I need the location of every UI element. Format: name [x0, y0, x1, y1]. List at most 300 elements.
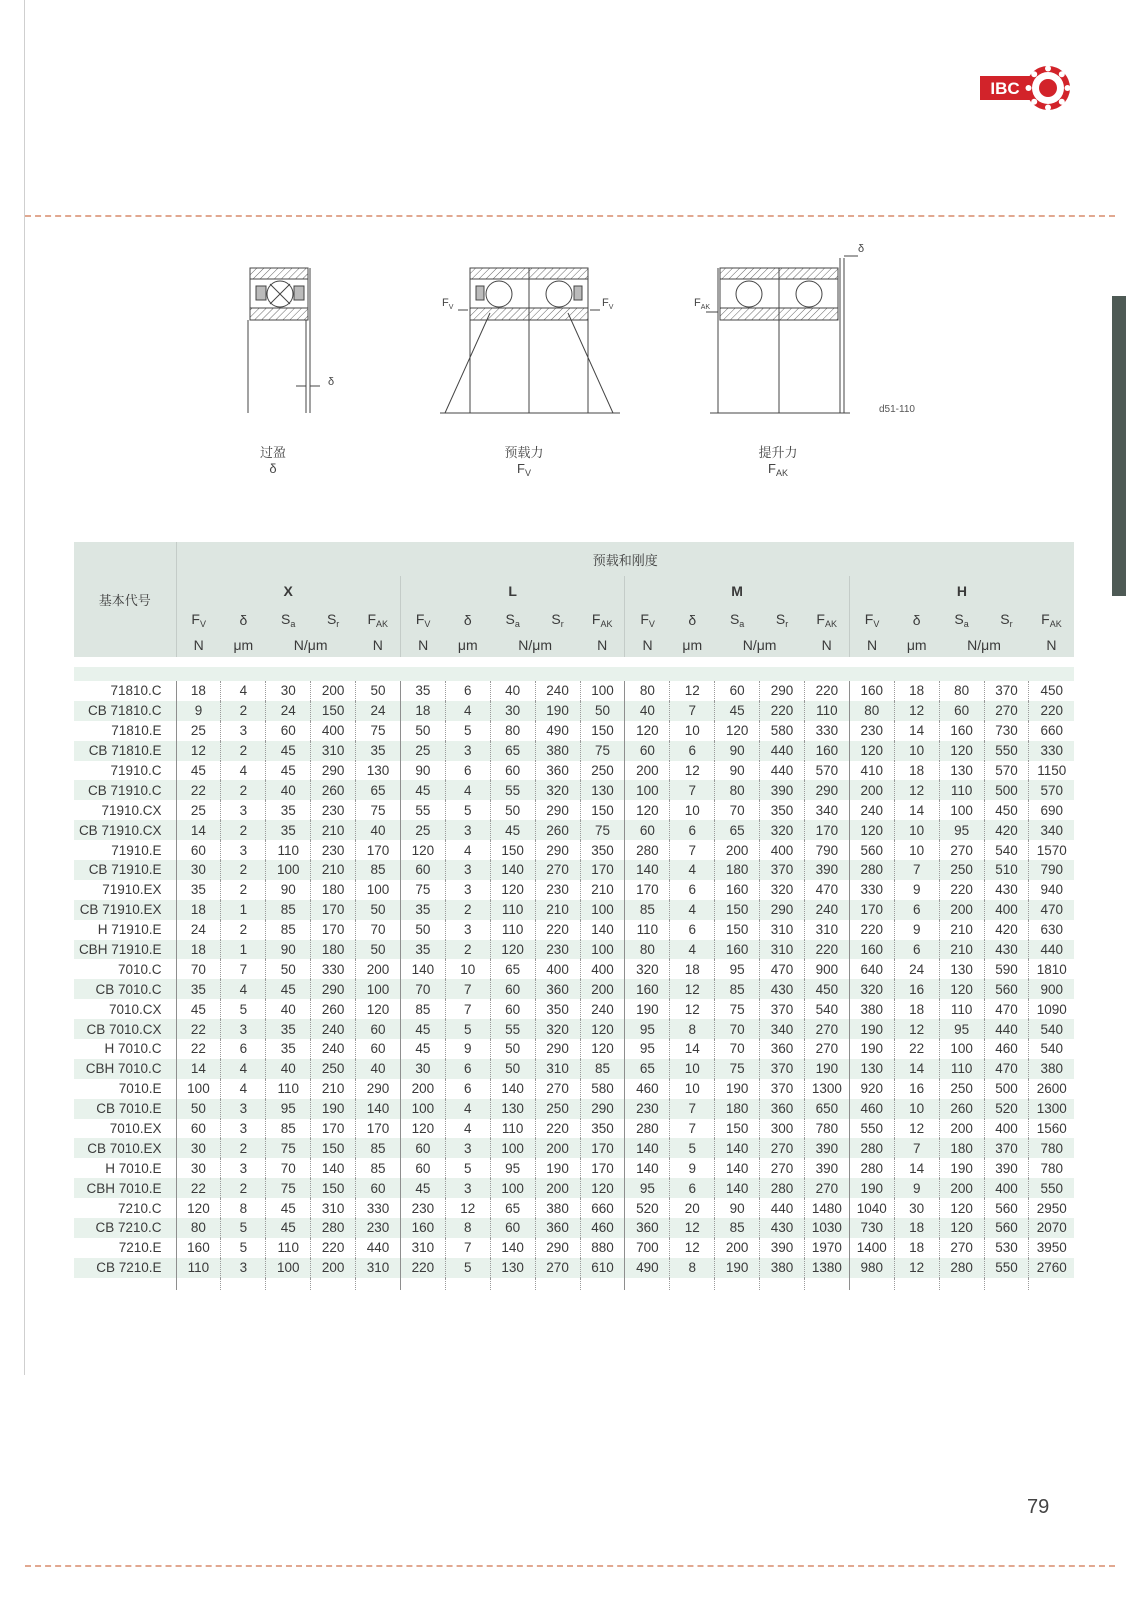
- table-cell: 190: [535, 1158, 580, 1178]
- table-cell: 4: [445, 780, 490, 800]
- table-cell: 270: [804, 1019, 849, 1039]
- table-cell: 6: [445, 681, 490, 701]
- table-cell: 1090: [1029, 999, 1074, 1019]
- table-cell: 65: [715, 820, 760, 840]
- table-cell: 9: [894, 920, 939, 940]
- table-cell: 230: [311, 840, 356, 860]
- table-cell: 390: [804, 1138, 849, 1158]
- col-symbol: $F_V$: [400, 606, 445, 633]
- svg-text:FV: $F_V$: [442, 297, 454, 311]
- table-cell: 90: [715, 761, 760, 781]
- col-unit: μm: [894, 633, 939, 657]
- col-symbol: $S_r$: [984, 606, 1029, 633]
- table-cell: 240: [535, 681, 580, 701]
- table-cell: 400: [760, 840, 805, 860]
- table-cell: 430: [984, 880, 1029, 900]
- table-cell: 130: [580, 780, 625, 800]
- table-cell: 170: [625, 880, 670, 900]
- table-cell: 130: [490, 1258, 535, 1278]
- table-cell: 340: [760, 1019, 805, 1039]
- table-cell: 120: [849, 741, 894, 761]
- table-cell: 12: [670, 1238, 715, 1258]
- table-cell: 70: [356, 920, 401, 940]
- table-cell: 22: [894, 1039, 939, 1059]
- col-unit: N/μm: [715, 633, 805, 657]
- table-cell: 140: [715, 1138, 760, 1158]
- table-cell: 190: [849, 1019, 894, 1039]
- table-cell: 30: [266, 681, 311, 701]
- table-cell: 3: [221, 1119, 266, 1139]
- table-cell: 14: [894, 800, 939, 820]
- table-cell: 40: [625, 701, 670, 721]
- table-cell: 3: [445, 820, 490, 840]
- diagrams-svg: [230, 238, 960, 438]
- table-cell: 35: [266, 1039, 311, 1059]
- table-cell: 120: [939, 1198, 984, 1218]
- table-cell: 470: [1029, 900, 1074, 920]
- table-row: [74, 1059, 1074, 1079]
- table-cell: 630: [1029, 920, 1074, 940]
- table-cell: 310: [311, 741, 356, 761]
- table-row: [74, 940, 1074, 960]
- table-cell: 60: [490, 761, 535, 781]
- bearing-designation: CB 71810.E: [74, 741, 176, 761]
- table-row: [74, 1099, 1074, 1119]
- table-cell: 3: [445, 1138, 490, 1158]
- table-cell: 2070: [1029, 1218, 1074, 1238]
- table-cell: 60: [490, 999, 535, 1019]
- table-cell: 6: [221, 1039, 266, 1059]
- table-cell: 50: [400, 721, 445, 741]
- table-cell: 45: [400, 1178, 445, 1198]
- table-cell: 120: [580, 1039, 625, 1059]
- table-cell: 18: [894, 1218, 939, 1238]
- table-cell: 170: [311, 1119, 356, 1139]
- table-cell: 370: [760, 1079, 805, 1099]
- table-cell: 390: [804, 1158, 849, 1178]
- table-cell: 170: [311, 920, 356, 940]
- table-cell: 510: [984, 860, 1029, 880]
- table-cell: 60: [356, 1178, 401, 1198]
- table-cell: 280: [311, 1218, 356, 1238]
- table-cell: 14: [670, 1039, 715, 1059]
- table-cell: 250: [939, 860, 984, 880]
- table-cell: 1300: [1029, 1099, 1074, 1119]
- table-cell: 100: [939, 800, 984, 820]
- table-cell: 55: [400, 800, 445, 820]
- col-symbol: $S_a$: [266, 606, 311, 633]
- table-cell: 50: [580, 701, 625, 721]
- table-cell: 140: [715, 1158, 760, 1178]
- table-cell: 4: [670, 900, 715, 920]
- table-cell: 260: [939, 1099, 984, 1119]
- table-cell: 7: [670, 840, 715, 860]
- table-cell: 40: [266, 1059, 311, 1079]
- col-unit: N/μm: [939, 633, 1029, 657]
- table-row: [74, 681, 1074, 701]
- table-cell: 330: [849, 880, 894, 900]
- table-cell: 22: [176, 1019, 221, 1039]
- table-cell: 200: [580, 979, 625, 999]
- table-row: [74, 721, 1074, 741]
- table-cell: 50: [356, 940, 401, 960]
- table-cell: 45: [176, 761, 221, 781]
- col-unit: N: [176, 633, 221, 657]
- table-cell: 70: [266, 1158, 311, 1178]
- table-cell: 60: [400, 1138, 445, 1158]
- table-cell: 6: [670, 1178, 715, 1198]
- table-cell: 330: [356, 1198, 401, 1218]
- bearing-designation: 7010.E: [74, 1079, 176, 1099]
- table-cell: 430: [760, 979, 805, 999]
- table-cell: 250: [535, 1099, 580, 1119]
- table-cell: 65: [490, 959, 535, 979]
- table-cell: 160: [849, 940, 894, 960]
- table-cell: 14: [894, 721, 939, 741]
- table-cell: 10: [894, 820, 939, 840]
- table-cell: 85: [266, 920, 311, 940]
- table-cell: 1480: [804, 1198, 849, 1218]
- table-cell: 60: [400, 1158, 445, 1178]
- table-cell: 220: [804, 940, 849, 960]
- table-cell: 120: [356, 999, 401, 1019]
- table-cell: 12: [176, 741, 221, 761]
- table-cell: 220: [400, 1258, 445, 1278]
- table-cell: 340: [804, 800, 849, 820]
- table-cell: 270: [535, 1258, 580, 1278]
- table-cell: 100: [625, 780, 670, 800]
- table-cell: 2760: [1029, 1258, 1074, 1278]
- table-cell: 350: [580, 840, 625, 860]
- table-cell: 440: [356, 1238, 401, 1258]
- col-symbol: $F_V$: [176, 606, 221, 633]
- table-cell: 18: [176, 940, 221, 960]
- table-cell: 2: [445, 940, 490, 960]
- table-cell: 290: [760, 681, 805, 701]
- table-cell: 95: [715, 959, 760, 979]
- table-cell: 370: [760, 860, 805, 880]
- group-header-x: X: [176, 576, 400, 606]
- table-cell: 4: [445, 1099, 490, 1119]
- table-cell: 220: [1029, 701, 1074, 721]
- table-cell: 150: [311, 701, 356, 721]
- bearing-designation: CBH 71910.E: [74, 940, 176, 960]
- table-cell: 230: [311, 800, 356, 820]
- table-cell: 150: [311, 1138, 356, 1158]
- svg-text:δ: δ: [328, 376, 335, 388]
- table-cell: 75: [580, 820, 625, 840]
- table-cell: 370: [760, 1059, 805, 1079]
- col-unit: N: [849, 633, 894, 657]
- table-cell: 170: [356, 1119, 401, 1139]
- table-cell: 40: [356, 820, 401, 840]
- table-cell: 640: [849, 959, 894, 979]
- table-cell: 230: [356, 1218, 401, 1238]
- bearing-designation: CB 71910.C: [74, 780, 176, 800]
- table-cell: 290: [535, 800, 580, 820]
- svg-text:FV: $F_V$: [602, 297, 614, 311]
- table-cell: 170: [804, 820, 849, 840]
- table-cell: 400: [311, 721, 356, 741]
- table-cell: 1: [221, 940, 266, 960]
- table-cell: 12: [445, 1198, 490, 1218]
- table-cell: 1380: [804, 1258, 849, 1278]
- table-cell: 780: [1029, 1158, 1074, 1178]
- table-cell: 5: [445, 1019, 490, 1039]
- table-cell: 130: [939, 959, 984, 979]
- table-row: [74, 840, 1074, 860]
- table-cell: 330: [1029, 741, 1074, 761]
- table-cell: 250: [939, 1079, 984, 1099]
- table-cell: 1300: [804, 1079, 849, 1099]
- table-cell: 240: [849, 800, 894, 820]
- table-cell: 95: [625, 1039, 670, 1059]
- table-cell: 2: [221, 701, 266, 721]
- table-cell: 10: [670, 800, 715, 820]
- table-cell: 14: [176, 820, 221, 840]
- table-cell: 900: [804, 959, 849, 979]
- table-cell: 45: [266, 979, 311, 999]
- table-cell: 330: [804, 721, 849, 741]
- table-cell: 4: [221, 681, 266, 701]
- table-cell: 210: [311, 1079, 356, 1099]
- table-cell: 24: [176, 920, 221, 940]
- table-cell: 75: [580, 741, 625, 761]
- svg-text:FAK: $F_{AK}$: [694, 297, 711, 311]
- table-cell: 560: [849, 840, 894, 860]
- table-cell: 2600: [1029, 1079, 1074, 1099]
- table-cell: 120: [580, 1019, 625, 1039]
- table-cell: 140: [311, 1158, 356, 1178]
- table-cell: 220: [804, 681, 849, 701]
- table-cell: 6: [670, 880, 715, 900]
- table-cell: 220: [535, 920, 580, 940]
- table-cell: 190: [804, 1059, 849, 1079]
- table-cell: 45: [715, 701, 760, 721]
- table-cell: 150: [490, 840, 535, 860]
- table-cell: 100: [580, 900, 625, 920]
- bearing-designation: 71910.E: [74, 840, 176, 860]
- table-cell: 30: [176, 860, 221, 880]
- table-cell: 160: [715, 880, 760, 900]
- table-cell: 110: [266, 1079, 311, 1099]
- table-cell: 140: [625, 860, 670, 880]
- table-cell: 10: [670, 721, 715, 741]
- table-cell: 120: [625, 721, 670, 741]
- col-symbol: δ: [221, 606, 266, 633]
- table-cell: 250: [580, 761, 625, 781]
- table-cell: 310: [535, 1059, 580, 1079]
- table-cell: 100: [176, 1079, 221, 1099]
- figure-code: d51-110: [879, 404, 915, 415]
- table-cell: 170: [311, 900, 356, 920]
- col-symbol: $F_V$: [625, 606, 670, 633]
- table-cell: 220: [311, 1238, 356, 1258]
- table-cell: 290: [311, 979, 356, 999]
- table-cell: 390: [804, 860, 849, 880]
- table-cell: 270: [535, 860, 580, 880]
- label-preload: 预载力 $F_V$: [504, 445, 544, 478]
- table-cell: 120: [939, 741, 984, 761]
- table-cell: 60: [356, 1019, 401, 1039]
- table-cell: 660: [580, 1198, 625, 1218]
- table-cell: 140: [490, 860, 535, 880]
- table-cell: 210: [939, 940, 984, 960]
- table-cell: 45: [266, 1198, 311, 1218]
- bearing-designation: CB 7010.CX: [74, 1019, 176, 1039]
- table-cell: 120: [849, 820, 894, 840]
- col-symbol: $S_r$: [311, 606, 356, 633]
- bearing-designation: CB 71810.C: [74, 701, 176, 721]
- bearing-designation: CBH 7010.E: [74, 1178, 176, 1198]
- table-cell: 400: [535, 959, 580, 979]
- table-cell: 290: [535, 1039, 580, 1059]
- table-cell: 12: [670, 1218, 715, 1238]
- table-cell: 35: [400, 900, 445, 920]
- table-cell: 350: [760, 800, 805, 820]
- table-cell: 85: [356, 860, 401, 880]
- table-cell: 1400: [849, 1238, 894, 1258]
- table-cell: 140: [625, 1138, 670, 1158]
- table-cell: 9: [670, 1158, 715, 1178]
- diagram-lift-off: [694, 243, 864, 413]
- table-cell: 920: [849, 1079, 894, 1099]
- table-cell: 90: [715, 1198, 760, 1218]
- table-cell: 240: [580, 999, 625, 1019]
- table-cell: 120: [176, 1198, 221, 1218]
- table-cell: 440: [1029, 940, 1074, 960]
- table-cell: 550: [849, 1119, 894, 1139]
- table-cell: 730: [849, 1218, 894, 1238]
- table-cell: 220: [849, 920, 894, 940]
- col-unit: N: [580, 633, 625, 657]
- table-cell: 35: [176, 880, 221, 900]
- table-cell: 1: [221, 900, 266, 920]
- table-row: [74, 1079, 1074, 1099]
- table-cell: 5: [670, 1138, 715, 1158]
- table-cell: 120: [580, 1178, 625, 1198]
- table-cell: 18: [670, 959, 715, 979]
- table-cell: 7: [221, 959, 266, 979]
- table-cell: 780: [1029, 1138, 1074, 1158]
- bearing-designation: 71810.C: [74, 681, 176, 701]
- table-cell: 85: [356, 1138, 401, 1158]
- table-cell: 14: [176, 1059, 221, 1079]
- table-cell: 230: [625, 1099, 670, 1119]
- table-cell: 190: [311, 1099, 356, 1119]
- table-cell: 50: [356, 681, 401, 701]
- table-cell: 5: [221, 999, 266, 1019]
- table-cell: 95: [939, 1019, 984, 1039]
- table-cell: 70: [715, 800, 760, 820]
- bearing-designation: 71910.EX: [74, 880, 176, 900]
- table-cell: 22: [176, 1178, 221, 1198]
- table-cell: 8: [670, 1258, 715, 1278]
- table-cell: 5: [221, 1238, 266, 1258]
- table-cell: 60: [400, 860, 445, 880]
- table-cell: 350: [535, 999, 580, 1019]
- table-cell: 340: [1029, 820, 1074, 840]
- table-cell: 660: [1029, 721, 1074, 741]
- table-cell: 790: [804, 840, 849, 860]
- table-row: [74, 1019, 1074, 1039]
- table-cell: 310: [760, 920, 805, 940]
- table-cell: 520: [625, 1198, 670, 1218]
- table-cell: 140: [490, 1238, 535, 1258]
- table-cell: 2: [221, 920, 266, 940]
- table-cell: 130: [849, 1059, 894, 1079]
- table-cell: 110: [490, 1119, 535, 1139]
- table-cell: 95: [625, 1178, 670, 1198]
- table-cell: 1040: [849, 1198, 894, 1218]
- col-symbol: $S_r$: [535, 606, 580, 633]
- col-symbol: δ: [445, 606, 490, 633]
- table-cell: 60: [356, 1039, 401, 1059]
- table-cell: 170: [356, 840, 401, 860]
- table-cell: 360: [625, 1218, 670, 1238]
- table-cell: 240: [311, 1019, 356, 1039]
- table-cell: 10: [894, 840, 939, 860]
- table-cell: 95: [939, 820, 984, 840]
- table-cell: 85: [266, 1119, 311, 1139]
- table-cell: 18: [400, 701, 445, 721]
- table-cell: 6: [894, 900, 939, 920]
- table-row: [74, 880, 1074, 900]
- table-cell: 2: [221, 780, 266, 800]
- table-cell: 450: [1029, 681, 1074, 701]
- col-unit: μm: [221, 633, 266, 657]
- table-cell: 3: [221, 1158, 266, 1178]
- table-cell: 170: [580, 1158, 625, 1178]
- table-cell: 75: [400, 880, 445, 900]
- table-cell: 12: [670, 979, 715, 999]
- table-cell: 590: [984, 959, 1029, 979]
- table-cell: 85: [625, 900, 670, 920]
- table-cell: 360: [535, 761, 580, 781]
- table-cell: 35: [400, 681, 445, 701]
- table-cell: 25: [176, 800, 221, 820]
- table-cell: 10: [670, 1059, 715, 1079]
- table-cell: 490: [535, 721, 580, 741]
- table-cell: 300: [760, 1119, 805, 1139]
- col-unit: μm: [445, 633, 490, 657]
- table-cell: 8: [670, 1019, 715, 1039]
- table-cell: 140: [356, 1099, 401, 1119]
- table-cell: 5: [221, 1218, 266, 1238]
- table-cell: 25: [400, 741, 445, 761]
- top-dashed-rule: [25, 215, 1115, 217]
- table-cell: 440: [760, 761, 805, 781]
- table-cell: 200: [715, 840, 760, 860]
- table-cell: 320: [849, 979, 894, 999]
- table-cell: 940: [1029, 880, 1074, 900]
- table-cell: 5: [445, 800, 490, 820]
- table-cell: 200: [311, 681, 356, 701]
- table-cell: 1970: [804, 1238, 849, 1258]
- table-cell: 160: [715, 940, 760, 960]
- table-cell: 730: [984, 721, 1029, 741]
- table-row: [74, 979, 1074, 999]
- table-cell: 360: [535, 979, 580, 999]
- table-cell: 24: [266, 701, 311, 721]
- table-cell: 10: [894, 741, 939, 761]
- bearing-designation: 7210.E: [74, 1238, 176, 1258]
- table-cell: 450: [804, 979, 849, 999]
- table-row: [74, 1238, 1074, 1258]
- table-cell: 150: [715, 920, 760, 940]
- table-cell: 110: [266, 1238, 311, 1258]
- table-cell: 380: [849, 999, 894, 1019]
